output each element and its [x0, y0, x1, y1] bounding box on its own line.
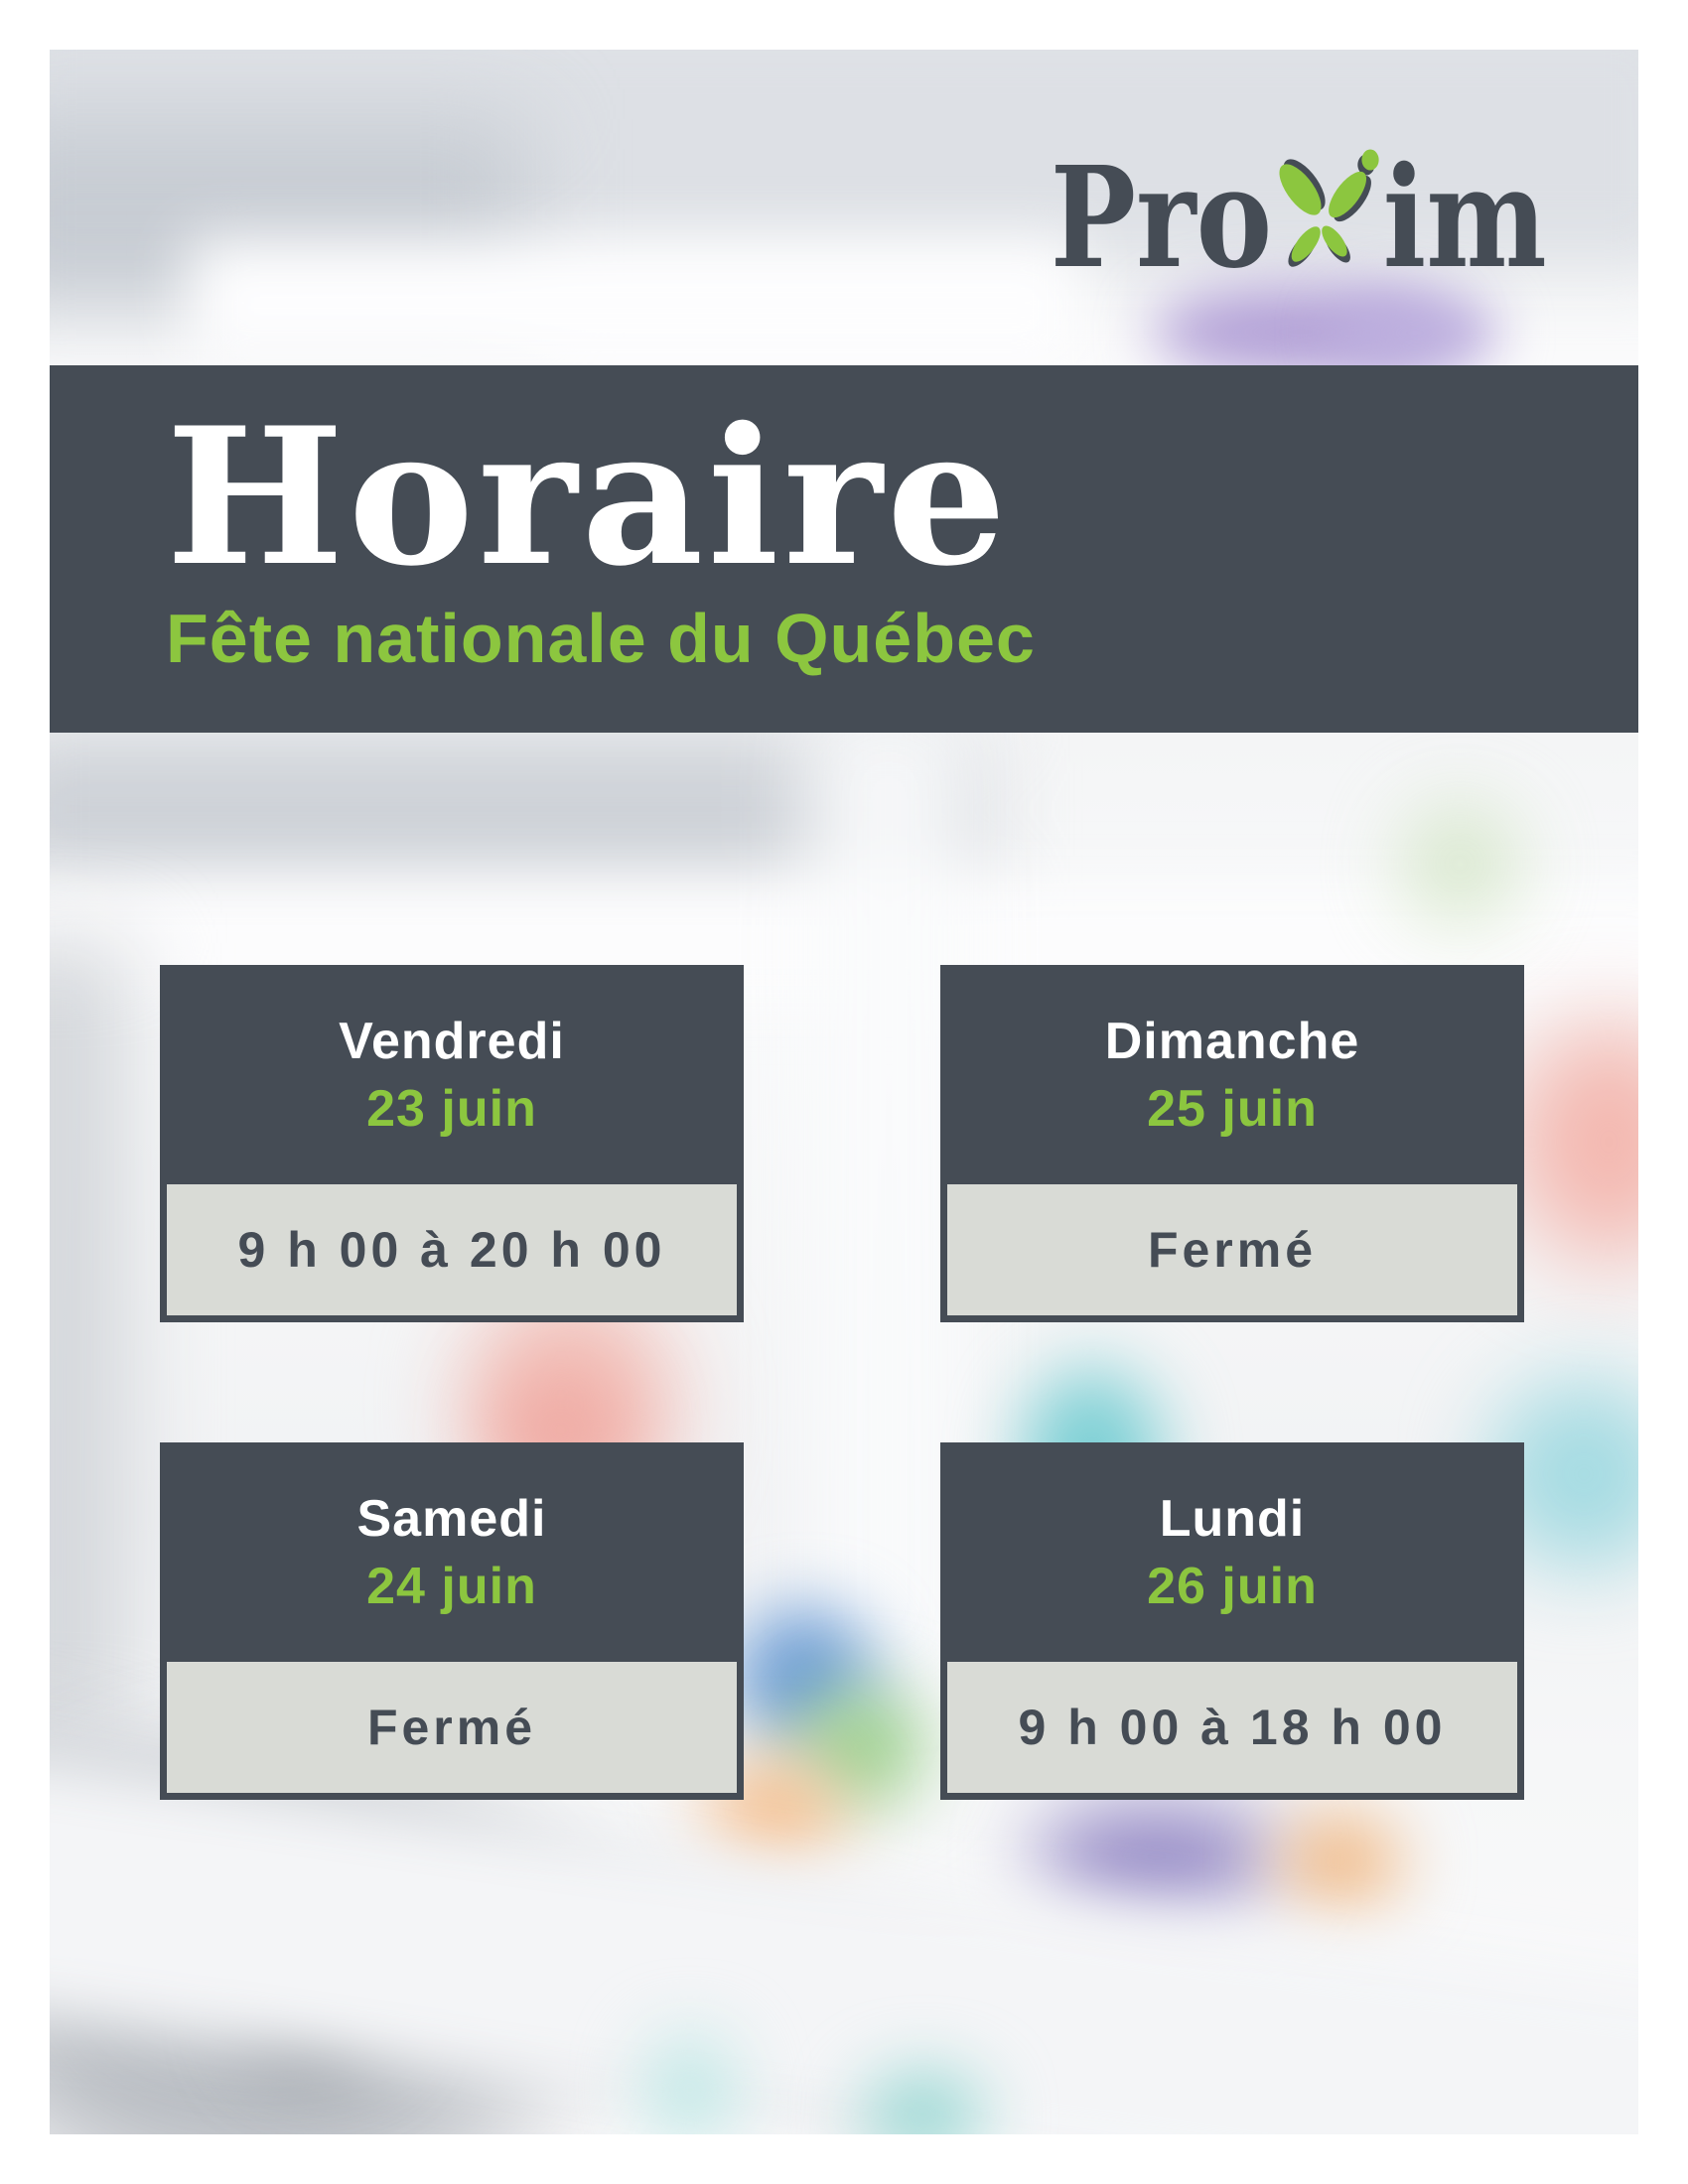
schedule-card-vendredi [160, 965, 744, 1322]
schedule-card-samedi [160, 1442, 744, 1800]
date-label: 25 juin [1147, 1079, 1318, 1138]
proxim-logo-text-pro: Pro [1051, 137, 1273, 300]
day-label: Vendredi [339, 1012, 565, 1070]
schedule-card-header [160, 1442, 744, 1662]
photo-blur-blob [50, 943, 129, 1737]
date-label: 23 juin [366, 1079, 537, 1138]
hours-label: Fermé [947, 1184, 1517, 1315]
schedule-card-header [940, 965, 1524, 1184]
poster-subtitle: Fête nationale du Québec [166, 600, 1036, 677]
photo-blur-blob [1509, 1023, 1638, 1261]
title-banner [50, 365, 1638, 733]
schedule-card-header [160, 965, 744, 1184]
hours-label: 9 h 00 à 20 h 00 [167, 1184, 737, 1315]
date-label: 24 juin [366, 1557, 537, 1615]
date-label: 26 juin [1147, 1557, 1318, 1615]
hours-label: 9 h 00 à 18 h 00 [947, 1662, 1517, 1793]
photo-blur-blob [1400, 804, 1519, 923]
photo-blur-blob [645, 2035, 735, 2134]
day-label: Lundi [1159, 1489, 1306, 1548]
day-label: Dimanche [1104, 1012, 1360, 1070]
photo-blur-blob [189, 238, 1082, 367]
poster-title: Horaire [166, 386, 1011, 608]
proxim-x-leaf-icon [1256, 137, 1403, 316]
schedule-card-lundi [940, 1442, 1524, 1800]
proxim-logo [1051, 137, 1547, 316]
photo-blur-blob [1281, 1817, 1400, 1906]
day-label: Samedi [356, 1489, 547, 1548]
hours-label: Fermé [167, 1662, 737, 1793]
photo-blur-blob [1033, 1807, 1281, 1906]
schedule-card-dimanche [940, 965, 1524, 1322]
schedule-card-header [940, 1442, 1524, 1662]
proxim-logo-text-im: im [1382, 137, 1547, 300]
